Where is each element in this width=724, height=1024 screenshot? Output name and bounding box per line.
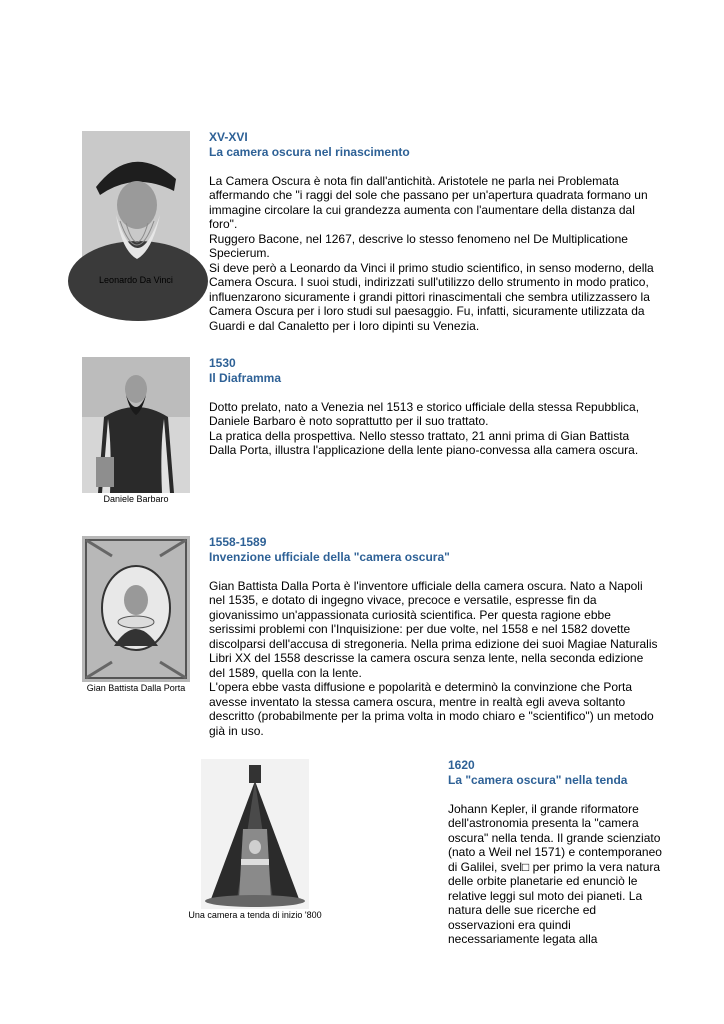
section-period: 1558-1589 xyxy=(209,535,267,549)
section-title: Invenzione ufficiale della "camera oscura" xyxy=(209,549,450,564)
illustration-caption: Una camera a tenda di inizio '800 xyxy=(188,910,322,920)
portrait-leonardo xyxy=(82,131,190,275)
paragraph: La Camera Oscura è nota fin dall'antichità. Aristotele ne parla nei Problemata affermando che "i raggi del sole che passano per un'apertura quadrata formano un immagine circolare la cui grandezza aumenta con l'aumentare della distanza dal foro". xyxy=(209,173,648,231)
paragraph: L'opera ebbe vasta diffusione e popolarità e determinò la convinzione che Porta avesse inventato la stessa camera oscura, mentre in realtà egli aveva soltanto descritto (probabilmente per la prima volta in modo chiaro e "scientifico") un metodo già in uso. xyxy=(209,680,654,738)
paragraph: Johann Kepler, il grande riformatore dell'astronomia presenta la "camera oscura" nella tenda. Il grande scienziato (nato a Weil nel 1571) e contemporaneo di Galilei, svel□ per primo la vera natura delle orbite planetarie ed enunciò le relative leggi sul moto dei pianeti. La natura delle sue ricerche ed osservazioni era quindi necessariamente legata alla xyxy=(448,801,662,946)
portrait-caption: Gian Battista Dalla Porta xyxy=(86,683,186,693)
section-body xyxy=(448,801,662,946)
portrait-barbaro xyxy=(82,357,190,493)
portrait-dalla-porta xyxy=(82,536,190,682)
paragraph: Dotto prelato, nato a Venezia nel 1513 e storico ufficiale della stessa Repubblica, Daniele Barbaro è noto soprattutto per il suo trattato. xyxy=(209,399,640,428)
illustration-tent-camera xyxy=(201,759,309,909)
section-title: La "camera oscura" nella tenda xyxy=(448,772,628,787)
section-body xyxy=(209,579,659,739)
paragraph: La pratica della prospettiva. Nello stesso trattato, 21 anni prima di Gian Battista Dalla Porta, illustra l'applicazione della lente piano-convessa alla camera oscura. xyxy=(209,428,639,457)
section-title: Il Diaframma xyxy=(209,370,282,385)
section-body xyxy=(209,174,659,334)
paragraph: Ruggero Bacone, nel 1267, descrive lo stesso fenomeno nel De Multiplicatione Specierum. xyxy=(209,231,628,260)
section-title: La camera oscura nel rinascimento xyxy=(209,144,410,159)
section-period: XV-XVI xyxy=(209,130,248,144)
paragraph: Si deve però a Leonardo da Vinci il primo studio scientifico, in senso moderno, della Camera Oscura. I suoi studi, indirizzati sull'utilizzo dello strumento in modo pratico, influenzarono sicuramente i grandi pittori rinascimentali che sembra utilizzassero la Camera Oscura per i loro studi sul paesaggio. Fu, infatti, sicuramente utilizzata da Guardi e dal Canaletto per i loro dipinti su Venezia. xyxy=(209,260,654,333)
portrait-caption: Leonardo Da Vinci xyxy=(99,275,173,285)
section-period: 1530 xyxy=(209,356,236,370)
portrait-caption: Daniele Barbaro xyxy=(103,494,169,504)
section-period: 1620 xyxy=(448,758,475,772)
section-body xyxy=(209,400,659,458)
paragraph: Gian Battista Dalla Porta è l'inventore ufficiale della camera oscura. Nato a Napoli nel 1535, e dotato di ingegno vivace, precoce e versatile, espresse fin da giovanissimo un'appassionata curiosità scientifica. Per questa ragione ebbe serissimi problemi con l'Inquisizione: per due volte, nel 1558 e nel 1582 dovette discolparsi dell'accusa di stregoneria. Nella prima edizione dei suoi Magiae Naturalis Libri XX del 1558 descrisse la camera oscura senza lente, nella seconda edizione del 1589, quella con la lente. xyxy=(209,578,658,680)
